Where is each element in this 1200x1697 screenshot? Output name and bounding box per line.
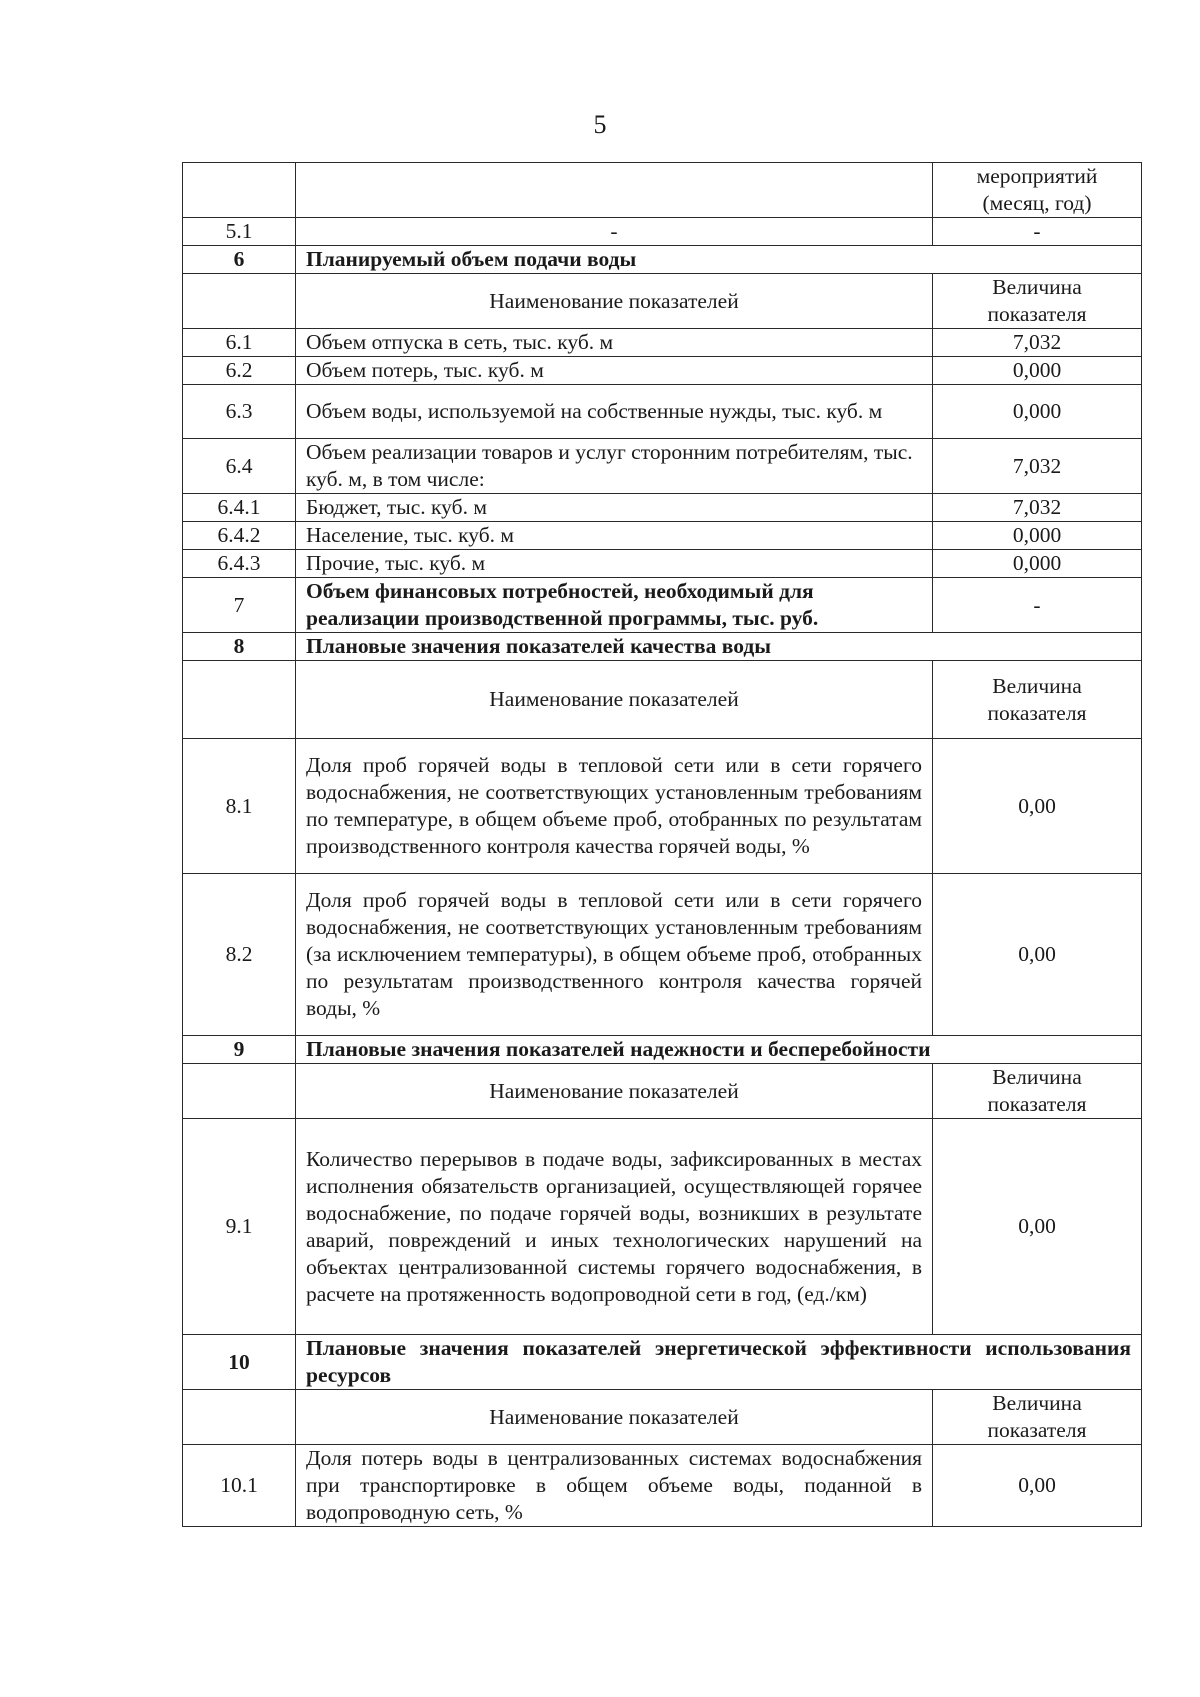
- column-header-row: [183, 274, 1142, 329]
- column-header-row: [183, 1390, 1142, 1445]
- table-row: [183, 329, 1142, 357]
- section-number: 7: [183, 578, 296, 633]
- row-number: 10.1: [183, 1445, 296, 1527]
- row-name: Объем реализации товаров и услуг сторонним потребителям, тыс. куб. м, в том числе:: [296, 439, 933, 494]
- row-value: 0,00: [933, 874, 1142, 1036]
- section-value: -: [933, 578, 1142, 633]
- column-header-row: [183, 1064, 1142, 1119]
- row-name: Объем отпуска в сеть, тыс. куб. м: [296, 329, 933, 357]
- row-number: 6.4.1: [183, 494, 296, 522]
- column-header-value: Величина показателя: [933, 661, 1142, 739]
- table-row: [183, 1119, 1142, 1335]
- column-header-value: Величина показателя: [933, 1390, 1142, 1445]
- section-title: Планируемый объем подачи воды: [296, 246, 1142, 274]
- production-program-table: [182, 162, 1142, 1527]
- row-name-cell: [296, 163, 933, 218]
- row-number: 5.1: [183, 218, 296, 246]
- section-title: Плановые значения показателей энергетической эффективности использования ресурсов: [296, 1335, 1142, 1390]
- page-number: 5: [593, 110, 607, 139]
- row-value: 7,032: [933, 439, 1142, 494]
- table-row: [183, 494, 1142, 522]
- row-value: 0,000: [933, 357, 1142, 385]
- row-name: Доля проб горячей воды в тепловой сети или в сети горячего водоснабжения, не соответствующих установленным требованиям (за исключением температуры), в общем объеме проб, отобранных по результатам производственного контроля качества горячей воды, %: [296, 874, 933, 1036]
- table-row: [183, 550, 1142, 578]
- table-row: [183, 357, 1142, 385]
- section-title: Объем финансовых потребностей, необходимый для реализации производственной программы, тыс. руб.: [296, 578, 933, 633]
- row-number: 6.4.3: [183, 550, 296, 578]
- row-number: 6.2: [183, 357, 296, 385]
- table-row: [183, 874, 1142, 1036]
- row-name: Доля потерь воды в централизованных системах водоснабжения при транспортировке в общем объеме воды, поданной в водопроводную сеть, %: [296, 1445, 933, 1527]
- section-title-row: [183, 578, 1142, 633]
- section-number: 6: [183, 246, 296, 274]
- column-header-value: Величина показателя: [933, 1064, 1142, 1119]
- column-header-name: Наименование показателей: [296, 274, 933, 329]
- row-number: 8.1: [183, 739, 296, 874]
- row-value: 7,032: [933, 494, 1142, 522]
- row-value: 0,000: [933, 550, 1142, 578]
- row-name: Количество перерывов в подаче воды, зафиксированных в местах исполнения обязательств организацией, осуществляющей горячее водоснабжение, по подаче горячей воды, возникших в результате аварий, повреждений и иных технологических нарушений на объектах централизованной системы горячего водоснабжения, в расчете на протяженность водопроводной сети в год, (ед./км): [296, 1119, 933, 1335]
- section-title-row: [183, 1036, 1142, 1064]
- empty-cell: [183, 274, 296, 329]
- row-number: 6.4: [183, 439, 296, 494]
- section-number: 9: [183, 1036, 296, 1064]
- row-value: 0,00: [933, 1445, 1142, 1527]
- column-header-name: Наименование показателей: [296, 1390, 933, 1445]
- table-row: [183, 163, 1142, 218]
- row-name: Объем воды, используемой на собственные нужды, тыс. куб. м: [296, 385, 933, 439]
- row-name: -: [296, 218, 933, 246]
- table-row: [183, 385, 1142, 439]
- section-title-row: [183, 633, 1142, 661]
- row-value: 7,032: [933, 329, 1142, 357]
- value-header-cell: мероприятий (месяц, год): [933, 163, 1142, 218]
- section-title: Плановые значения показателей надежности и бесперебойности: [296, 1036, 1142, 1064]
- row-name: Доля проб горячей воды в тепловой сети или в сети горячего водоснабжения, не соответствующих установленным требованиям по температуре, в общем объеме проб, отобранных по результатам производственного контроля качества горячей воды, %: [296, 739, 933, 874]
- row-value: -: [933, 218, 1142, 246]
- row-name: Население, тыс. куб. м: [296, 522, 933, 550]
- row-number: 8.2: [183, 874, 296, 1036]
- row-name: Прочие, тыс. куб. м: [296, 550, 933, 578]
- table-row: [183, 218, 1142, 246]
- row-value: 0,00: [933, 739, 1142, 874]
- row-number: 6.4.2: [183, 522, 296, 550]
- column-header-row: [183, 661, 1142, 739]
- row-number: 6.1: [183, 329, 296, 357]
- row-value: 0,00: [933, 1119, 1142, 1335]
- section-number: 8: [183, 633, 296, 661]
- table-row: [183, 439, 1142, 494]
- section-title-row: [183, 1335, 1142, 1390]
- table-row: [183, 1445, 1142, 1527]
- section-number: 10: [183, 1335, 296, 1390]
- row-value: 0,000: [933, 385, 1142, 439]
- row-name: Бюджет, тыс. куб. м: [296, 494, 933, 522]
- row-name: Объем потерь, тыс. куб. м: [296, 357, 933, 385]
- empty-cell: [183, 661, 296, 739]
- table-row: [183, 739, 1142, 874]
- empty-cell: [183, 1064, 296, 1119]
- row-number: 9.1: [183, 1119, 296, 1335]
- column-header-name: Наименование показателей: [296, 1064, 933, 1119]
- column-header-name: Наименование показателей: [296, 661, 933, 739]
- section-title: Плановые значения показателей качества воды: [296, 633, 1142, 661]
- row-number-cell: [183, 163, 296, 218]
- row-number: 6.3: [183, 385, 296, 439]
- table-row: [183, 522, 1142, 550]
- row-value: 0,000: [933, 522, 1142, 550]
- column-header-value: Величина показателя: [933, 274, 1142, 329]
- empty-cell: [183, 1390, 296, 1445]
- section-title-row: [183, 246, 1142, 274]
